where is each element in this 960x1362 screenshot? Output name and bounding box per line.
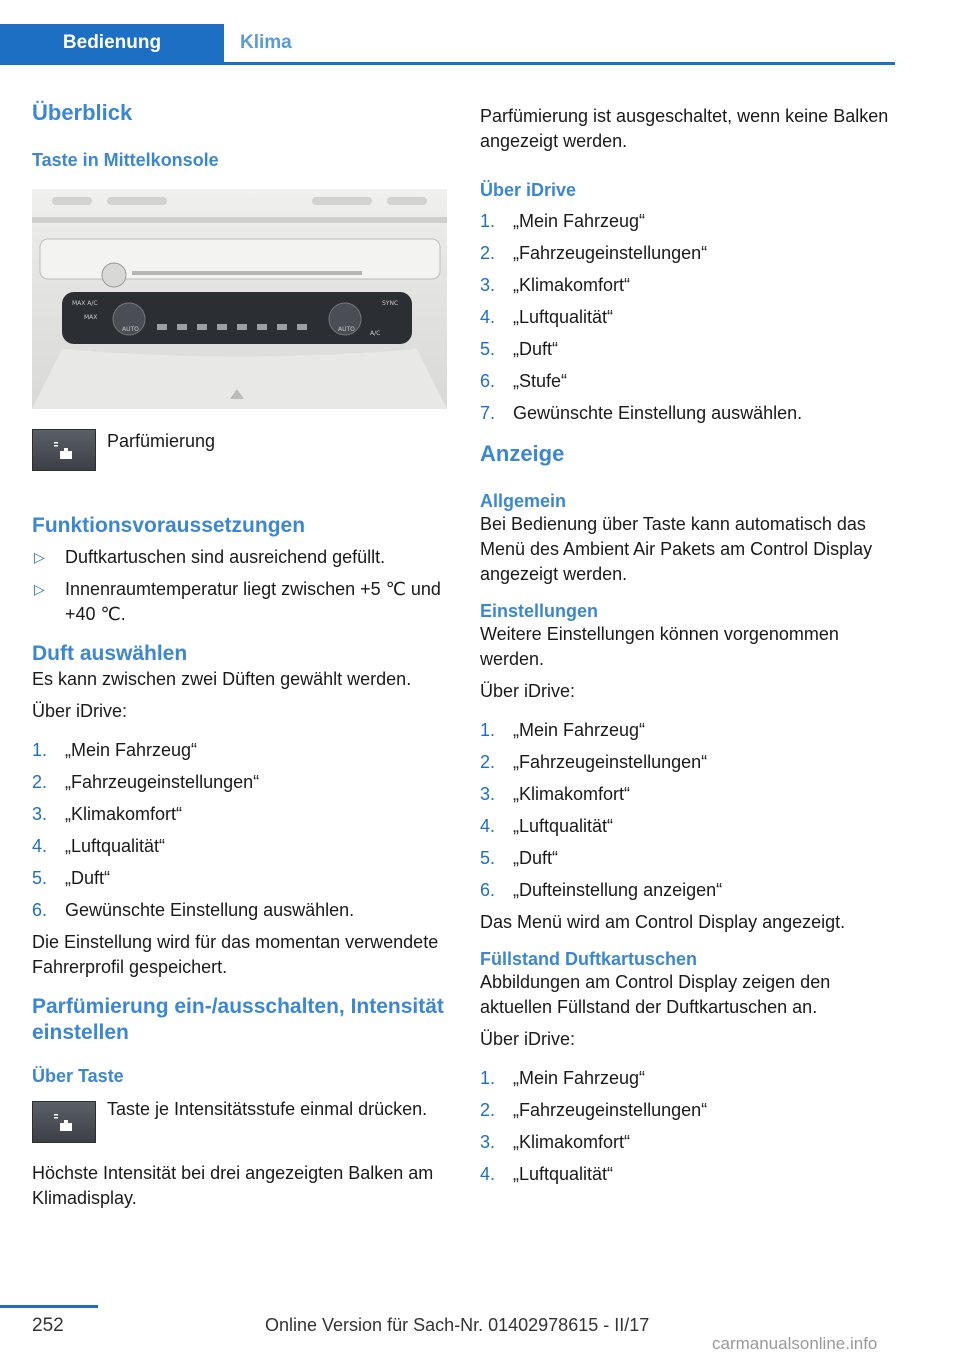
list-item: 3. „Klimakomfort“ xyxy=(480,784,631,804)
photo-label-max: MAX xyxy=(84,314,98,321)
einstellungen-idrive-label: Über iDrive: xyxy=(480,681,576,701)
section-title-ueberblick: Überblick xyxy=(32,100,133,125)
list-item: 5. „Duft“ xyxy=(480,848,558,868)
list-item: 2. „Fahrzeugeinstellungen“ xyxy=(32,772,260,792)
heading-funktionsvoraussetzungen: Funktionsvoraussetzungen xyxy=(32,514,306,537)
center-console-photo xyxy=(32,189,447,409)
einstellungen-steps xyxy=(480,718,895,910)
duft-intro: Es kann zwischen zwei Düften gewählt werden. xyxy=(32,669,412,689)
idrive-steps xyxy=(480,209,895,433)
left-column xyxy=(32,100,447,1211)
subtitle-ueber-idrive: Über iDrive xyxy=(480,180,577,200)
footer-online-version: Online Version für Sach-Nr. 01402978615 - II/17 xyxy=(265,1315,650,1335)
right-column xyxy=(480,100,895,1194)
list-item: 3. „Klimakomfort“ xyxy=(32,804,183,824)
perfume-button-icon xyxy=(32,1101,96,1143)
list-item: 3. „Klimakomfort“ xyxy=(480,275,631,295)
list-item: 1. „Mein Fahrzeug“ xyxy=(480,720,646,740)
taste-row xyxy=(32,1097,447,1155)
subtitle-fuellstand: Füllstand Duftkartuschen xyxy=(480,949,698,969)
list-item: 2. „Fahrzeugeinstellungen“ xyxy=(480,1100,708,1120)
requirements-list xyxy=(32,545,447,627)
list-item: 6. Gewünschte Einstellung auswählen. xyxy=(32,900,355,920)
subtitle-allgemein: Allgemein xyxy=(480,491,567,511)
subtitle-ueber-taste: Über Taste xyxy=(32,1066,124,1086)
center-console-illustration xyxy=(32,189,447,409)
subtitle-einstellungen: Einstellungen xyxy=(480,601,599,621)
perfume-button-icon xyxy=(32,429,96,471)
list-item: 1. „Mein Fahrzeug“ xyxy=(480,1068,646,1088)
hoechste-intensitaet: Höchste Intensität bei drei angezeigten Balken am Klimadisplay. xyxy=(32,1163,434,1208)
fuellstand-text: Abbildungen am Control Display zeigen den aktuellen Füllstand der Duftkartuschen an. xyxy=(480,972,831,1017)
taste-text: Taste je Intensitätsstufe einmal drücken. xyxy=(107,1099,428,1119)
parfuemierung-aus-text: Parfümierung ist ausgeschaltet, wenn keine Balken angezeigt werden. xyxy=(480,106,889,151)
heading-anzeige: Anzeige xyxy=(480,441,565,466)
list-item: 7. Gewünschte Einstellung auswählen. xyxy=(480,403,803,423)
photo-label-sync: SYNC xyxy=(382,300,399,307)
list-item: 6. „Stufe“ xyxy=(480,371,568,391)
duft-idrive-label: Über iDrive: xyxy=(32,701,128,721)
list-item: 5. „Duft“ xyxy=(32,868,110,888)
list-item: 2. „Fahrzeugeinstellungen“ xyxy=(480,243,708,263)
duft-steps xyxy=(32,738,447,930)
heading-duft-auswaehlen: Duft auswählen xyxy=(32,642,188,665)
tab-klima[interactable]: Klima xyxy=(240,32,292,53)
list-item: 4. „Luftqualität“ xyxy=(480,1164,614,1184)
heading-parfuemierung-ein-aus: Parfümierung ein-/ausschalten, Intensität einstellen xyxy=(32,995,444,1044)
list-item: 1. „Mein Fahrzeug“ xyxy=(480,211,646,231)
icon-caption-row xyxy=(32,429,447,509)
subtitle-taste-mittelkonsole: Taste in Mittelkonsole xyxy=(32,150,219,170)
photo-label-auto-right: AUTO xyxy=(338,326,355,333)
photo-label-auto-left: AUTO xyxy=(122,326,139,333)
list-item: ▷ Duftkartuschen sind ausreichend gefüllt. xyxy=(34,547,386,567)
photo-label-max-ac: MAX A/C xyxy=(72,300,98,307)
footer-accent-line xyxy=(0,1305,98,1308)
watermark: carmanualsonline.info xyxy=(712,1334,878,1353)
tab-bedienung[interactable]: Bedienung xyxy=(0,24,224,62)
chapter-tabs xyxy=(0,24,895,65)
list-item: 3. „Klimakomfort“ xyxy=(480,1132,631,1152)
photo-label-ac: A/C xyxy=(370,330,381,337)
list-item: 1. „Mein Fahrzeug“ xyxy=(32,740,198,760)
list-item: 2. „Fahrzeugeinstellungen“ xyxy=(480,752,708,772)
list-item: 5. „Duft“ xyxy=(480,339,558,359)
menu-angezeigt-text: Das Menü wird am Control Display angezeigt. xyxy=(480,912,846,932)
allgemein-text: Bei Bedienung über Taste kann automatisch das Menü des Ambient Air Pakets am Control Display angezeigt werden. xyxy=(480,514,873,584)
duft-profile-note: Die Einstellung wird für das momentan verwendete Fahrerprofil gespeichert. xyxy=(32,932,439,977)
list-item: 4. „Luftqualität“ xyxy=(480,816,614,836)
perfume-caption: Parfümierung xyxy=(107,431,216,451)
einstellungen-text: Weitere Einstellungen können vorgenommen werden. xyxy=(480,624,839,669)
list-item: 4. „Luftqualität“ xyxy=(480,307,614,327)
list-item: 4. „Luftqualität“ xyxy=(32,836,166,856)
fuellstand-steps xyxy=(480,1066,895,1194)
fuellstand-idrive-label: Über iDrive: xyxy=(480,1029,576,1049)
page-number: 252 xyxy=(32,1315,64,1336)
list-item: ▷ Innenraumtemperatur liegt zwischen +5 ℃ und +40 ℃. xyxy=(34,579,441,624)
list-item: 6. „Dufteinstellung anzeigen“ xyxy=(480,880,723,900)
